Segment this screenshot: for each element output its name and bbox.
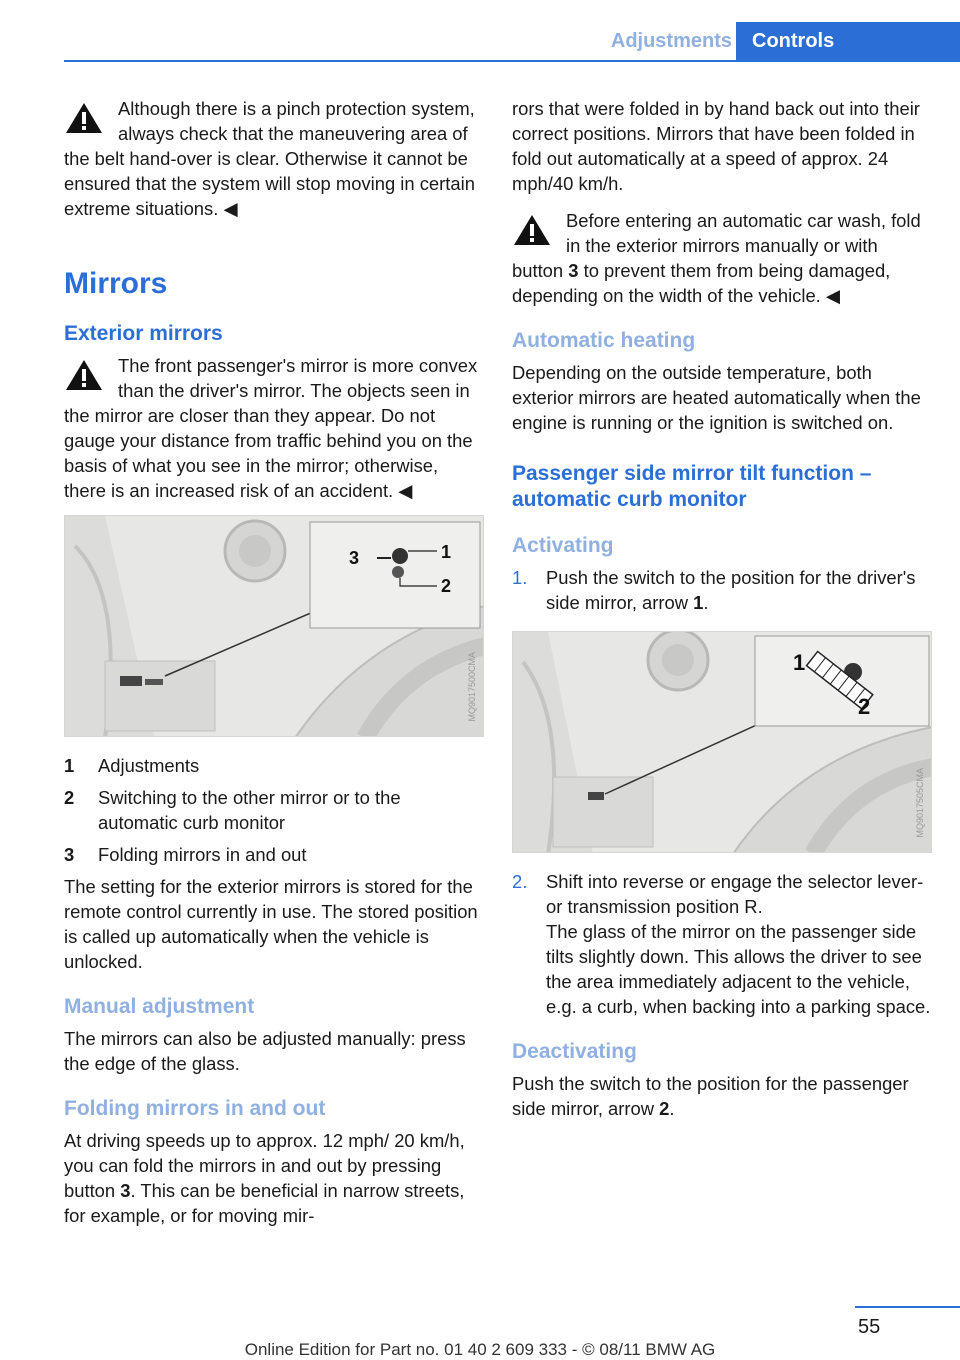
legend [64,753,484,867]
end-mark: ◀ [223,198,238,219]
end-mark: ◀ [398,480,413,501]
warning-triangle-icon [64,357,104,393]
heading-exterior-mirrors: Exterior mirrors [64,322,223,345]
header-rule [64,60,960,62]
callout-2: 2 [441,576,452,596]
callout-3: 3 [349,548,360,568]
page-title: Mirrors [64,267,168,300]
left-column [64,96,484,1228]
callout-1: 1 [793,650,806,675]
legend-item: 1 Adjustments [64,755,200,776]
footer-rule [855,1306,960,1308]
arrow-ref: 1 [693,592,704,613]
warning-pinch [64,96,484,221]
heading-manual-adjustment: Manual adjustment [64,995,255,1018]
figure-tilt-switch-illustration [513,632,932,853]
page-number: 55 [858,1316,881,1338]
button-ref: 3 [120,1180,131,1201]
right-column [512,96,932,1121]
step-1: 1. Push the switch to the position for the driver's side mirror, arrow 1. [512,567,916,613]
heading-folding-mirrors: Folding mirrors in and out [64,1097,326,1120]
footer-edition: Online Edition for Part no. 01 40 2 609 333 - © 08/11 BMW AG [244,1340,716,1359]
legend-item: 3 Folding mirrors in and out [64,844,307,865]
callout-2: 2 [858,694,871,719]
figure-mirror-switch-illustration [65,516,484,737]
figure-tag: MQ9017500CMA [467,652,477,722]
figure-mirror-switch [64,515,484,737]
figure-tilt-switch [512,631,932,853]
legend-item: 2 Switching to the other mirror or to the automatic curb monitor [64,787,401,833]
heading-deactivating: Deactivating [512,1040,637,1063]
heading-activating: Activating [512,534,614,557]
heading-tilt-function: Passenger side mirror tilt function – automatic curb monitor [512,462,872,511]
continued-text: rors that were folded in by hand back out into their correct positions. Mirrors that have been folded in fold out automatically at a speed of approx. 24 mph/40 km/h. [512,98,920,194]
header-chapter-tab: Controls [736,22,960,62]
warning-triangle-icon [64,100,104,136]
warning-car-wash: Before entering an automatic car wash, fold in the exterior mirrors manually or with button 3 to prevent them from being damaged, depending on the width of the vehicle. ◀ [512,210,921,306]
header-section: Adjustments [610,30,732,52]
warning-pinch-text: Although there is a pinch protection system, always check that the maneuvering area of the belt hand-over is clear. Otherwise it cannot be ensured that the system will stop moving in certain extreme situations. [64,98,475,219]
figure-tag: MQ9017505CMA [915,768,925,838]
button-ref: 3 [568,260,579,281]
warning-triangle-icon [512,212,552,248]
stored-setting-text: The setting for the exterior mirrors is stored for the remote control currently in use. The stored position is called up automatically when the vehicle is unlocked. [64,876,478,972]
end-mark: ◀ [825,285,841,306]
heating-text: Depending on the outside temperature, both exterior mirrors are heated automatically when the engine is running or the ignition is switched on. [512,362,921,433]
manual-adjustment-text: The mirrors can also be adjusted manually: press the edge of the glass. [64,1028,466,1074]
folding-text: At driving speeds up to approx. 12 mph/ 20 km/h, you can fold the mirrors in and out by pressing button 3. This can be beneficial in narrow streets, for example, or for moving mir- [64,1130,465,1226]
warning-convex [64,353,484,503]
callout-1: 1 [441,542,452,562]
step-2: 2. Shift into reverse or engage the selector lever- or transmission position R. The glass of the mirror on the passenger side tilts slightly down. This allows the driver to see the area immediately adjacent to the vehicle, e.g. a curb, when backing into a parking space. [512,871,931,1017]
deactivating-text: Push the switch to the position for the passenger side mirror, arrow 2. [512,1073,909,1119]
warning-convex-text: The front passenger's mirror is more convex than the driver's mirror. The objects seen in the mirror are closer than they appear. Do not gauge your distance from traffic behind you on the basis of what you see in the mirror; otherwise, there is an increased risk of an accident. [64,355,478,501]
heading-automatic-heating: Automatic heating [512,329,696,352]
arrow-ref: 2 [659,1098,670,1119]
